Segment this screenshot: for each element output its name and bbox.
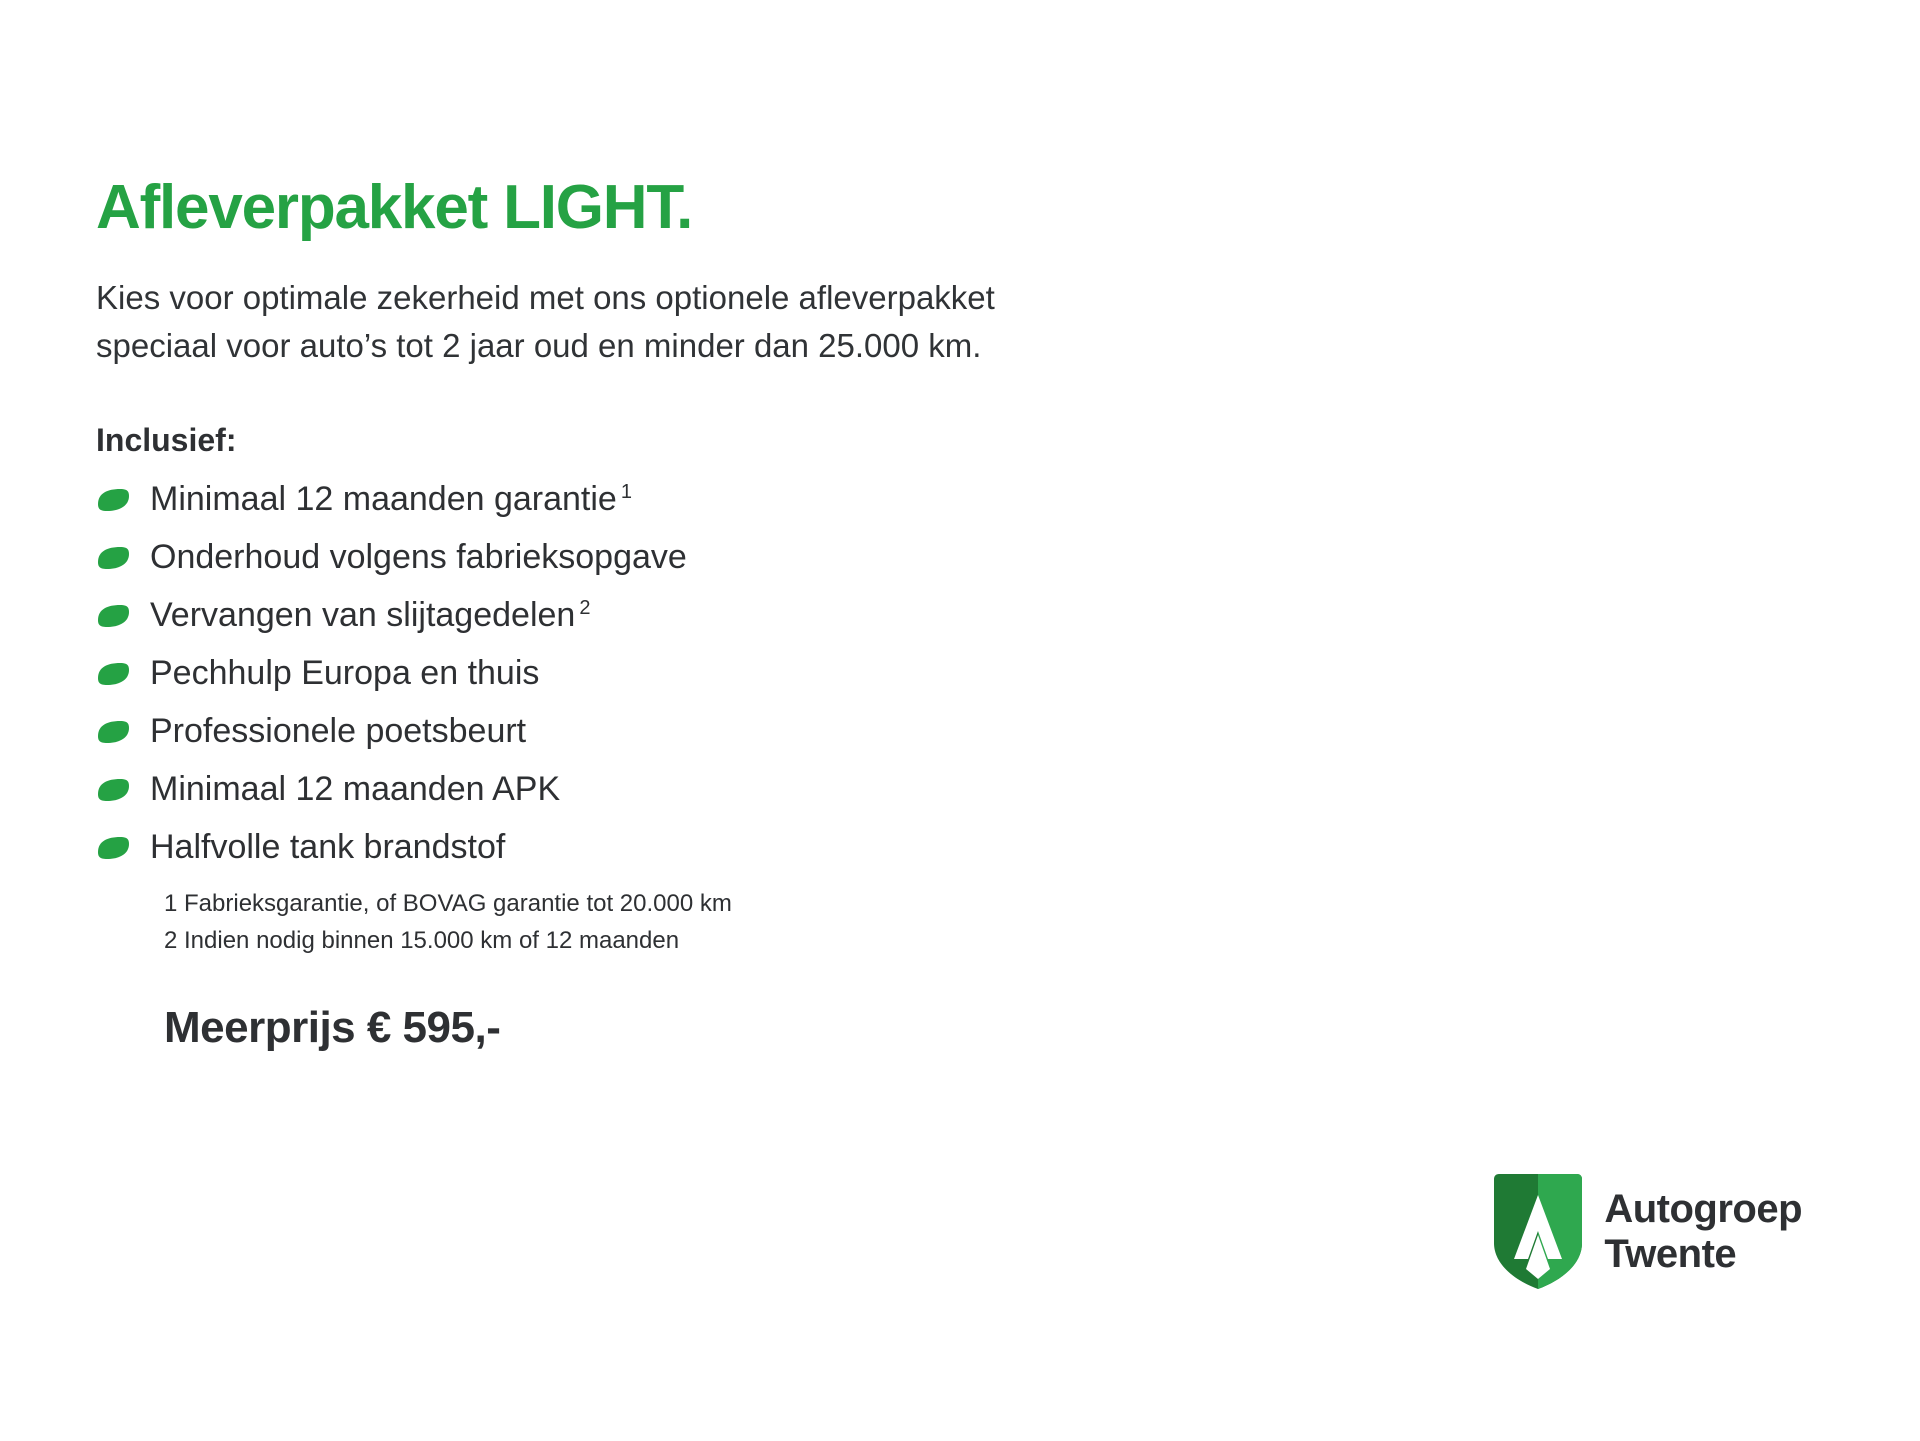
leaf-bullet-icon	[96, 836, 130, 860]
feature-label: Onderhoud volgens fabrieksopgave	[150, 538, 687, 577]
footnotes	[164, 885, 1696, 959]
feature-label: Minimaal 12 maanden APK	[150, 770, 561, 809]
list-item	[96, 767, 1696, 813]
feature-label: Halfvolle tank brandstof	[150, 828, 506, 867]
price-label: Meerprijs € 595,-	[164, 1003, 501, 1053]
shield-a-logo-icon	[1490, 1173, 1586, 1291]
leaf-bullet-icon	[96, 720, 130, 744]
list-item	[96, 651, 1696, 697]
intro-line-1: Kies voor optimale zekerheid met ons optionele afleverpakket	[96, 279, 995, 317]
list-item	[96, 535, 1696, 581]
feature-label: Minimaal 12 maanden garantie $^1$	[150, 480, 632, 519]
brand-name	[1604, 1187, 1802, 1277]
feature-footnote-ref: 2	[579, 597, 591, 620]
footnote-2: 2 Indien nodig binnen 15.000 km of 12 maanden	[164, 926, 680, 954]
leaf-bullet-icon	[96, 778, 130, 802]
page-title: Afleverpakket LIGHT.	[96, 173, 693, 242]
footnote-1: 1 Fabrieksgarantie, of BOVAG garantie tot 20.000 km	[164, 889, 732, 917]
brand-logo	[1490, 1173, 1802, 1291]
intro-line-2: speciaal voor auto’s tot 2 jaar oud en minder dan 25.000 km.	[96, 326, 982, 364]
feature-footnote-ref: 1	[620, 481, 632, 504]
feature-list	[96, 477, 1696, 871]
includes-heading: Inclusief:	[96, 421, 237, 458]
leaf-bullet-icon	[96, 546, 130, 570]
content-block	[96, 175, 1696, 1053]
list-item	[96, 477, 1696, 523]
leaf-bullet-icon	[96, 604, 130, 628]
feature-label: Vervangen van slijtagedelen $^2$	[150, 596, 591, 635]
list-item	[96, 709, 1696, 755]
feature-label: Pechhulp Europa en thuis	[150, 654, 540, 693]
brand-name-line-2: Twente	[1604, 1232, 1737, 1276]
list-item	[96, 593, 1696, 639]
intro-paragraph	[96, 274, 1546, 370]
leaf-bullet-icon	[96, 662, 130, 686]
list-item	[96, 825, 1696, 871]
leaf-bullet-icon	[96, 488, 130, 512]
feature-label: Professionele poetsbeurt	[150, 712, 527, 751]
brand-name-line-1: Autogroep	[1604, 1187, 1802, 1232]
